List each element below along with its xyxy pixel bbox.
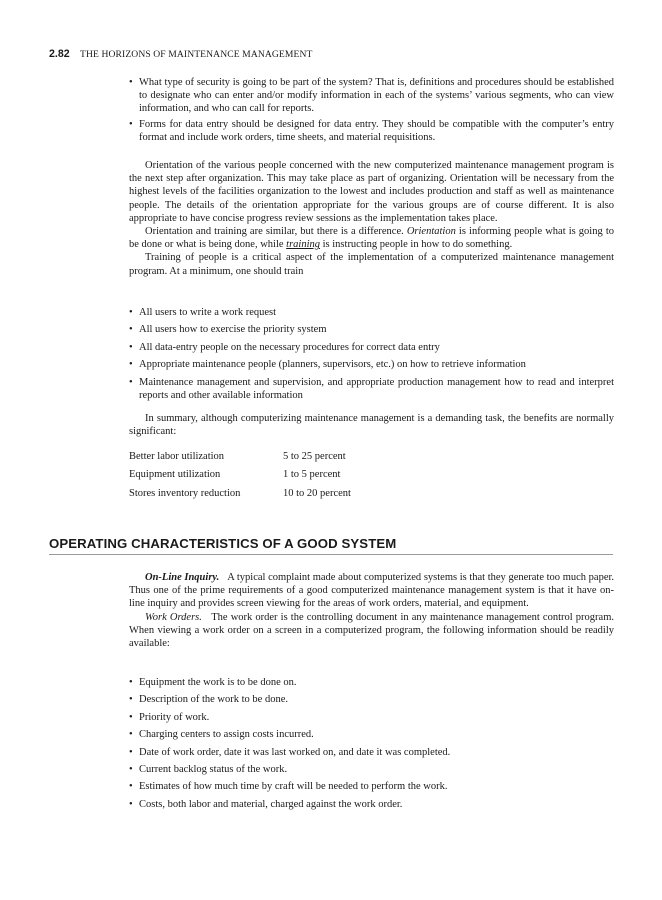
online-inquiry-paragraph: On-Line Inquiry. A typical complaint made about computerized systems is that they generate too much paper. Thus one of the prime requirements of a good computerized maintenance management system is that it have on-line inquiry and provides screen viewing for the areas of work orders, material, and equipment. bbox=[129, 572, 615, 610]
work-order-bullet-list bbox=[129, 676, 614, 815]
list-item: • Forms for data entry should be designed for data entry. They should be compatible with the computer’s entry format and include work orders, time sheets, and material requisitions. bbox=[129, 118, 614, 144]
orientation-paragraph: Orientation of the various people concerned with the new computerized maintenance management program is the next step after organization. This may take place as part of organizing. Orientation will be necessary from the highest levels of the facilities organization to the lowest and includes production and staff as well as maintenance people. The details of the orientation appropriate for the various groups are of course different. It is also appropriate to have concise progress review sessions as the implementation takes place. bbox=[129, 160, 614, 224]
security-bullet-list bbox=[129, 76, 614, 144]
training-bullet-list bbox=[129, 306, 614, 406]
list-item: • Date of work order, date it was last worked on, and date it was completed. bbox=[129, 746, 614, 759]
table-row bbox=[129, 469, 351, 487]
list-item: • Charging centers to assign costs incurred. bbox=[129, 728, 614, 741]
running-title: THE HORIZONS OF MAINTENANCE MANAGEMENT bbox=[80, 49, 313, 60]
list-item: • Current backlog status of the work. bbox=[129, 763, 614, 776]
table-row bbox=[129, 488, 351, 506]
page-number: 2.82 bbox=[49, 48, 70, 60]
summary-paragraph: In summary, although computerizing maintenance management is a demanding task, the benefits are normally significant: bbox=[129, 413, 614, 438]
table-row bbox=[129, 451, 351, 469]
benefit-label: Equipment utilization bbox=[129, 469, 221, 481]
orientation-training-paragraph: Orientation and training are similar, but there is a difference. Orientation is informing people what is going to be done or what is being done, while training is instructing people in how to do something. bbox=[129, 226, 614, 251]
list-item: • What type of security is going to be part of the system? That is, definitions and procedures should be established to designate who can enter and/or modify information in each of the systems’ various segments, who can view information, and who can call for reports. bbox=[129, 76, 614, 116]
list-item: • All data-entry people on the necessary procedures for correct data entry bbox=[129, 341, 614, 354]
operating-section-body bbox=[129, 571, 614, 650]
benefit-value: 10 to 20 percent bbox=[283, 487, 351, 499]
term-orientation: Orientation bbox=[406, 226, 456, 238]
list-item: • Maintenance management and supervision, and appropriate production management how to read and interpret reports and other available information bbox=[129, 376, 614, 402]
benefits-table bbox=[129, 451, 351, 506]
benefit-label: Stores inventory reduction bbox=[129, 487, 241, 499]
work-orders-paragraph: Work Orders. The work order is the controlling document in any maintenance management control program. When viewing a work order on a screen in a computerized program, the following information should be readily available: bbox=[129, 611, 614, 650]
list-item: • Costs, both labor and material, charged against the work order. bbox=[129, 798, 614, 811]
term-training: training bbox=[286, 239, 321, 251]
benefit-value: 1 to 5 percent bbox=[283, 469, 341, 481]
list-item: • All users how to exercise the priority system bbox=[129, 323, 614, 336]
training-paragraph: Training of people is a critical aspect of the implementation of a computerized maintenance management program. At a minimum, one should train bbox=[129, 252, 614, 277]
online-inquiry-heading: On-Line Inquiry. bbox=[145, 572, 220, 583]
benefit-value: 5 to 25 percent bbox=[283, 451, 346, 462]
list-item: • Estimates of how much time by craft will be needed to perform the work. bbox=[129, 780, 614, 793]
section-heading: OPERATING CHARACTERISTICS OF A GOOD SYSTEM bbox=[49, 536, 613, 555]
benefit-label: Better labor utilization bbox=[129, 451, 225, 462]
list-item: • Priority of work. bbox=[129, 711, 614, 724]
orientation-section bbox=[129, 159, 614, 278]
list-item: • Description of the work to be done. bbox=[129, 693, 614, 706]
list-item: • All users to write a work request bbox=[129, 306, 614, 319]
work-orders-heading: Work Orders. bbox=[145, 611, 202, 623]
list-item: • Appropriate maintenance people (planners, supervisors, etc.) on how to retrieve information bbox=[129, 358, 614, 371]
list-item: • Equipment the work is to be done on. bbox=[129, 676, 614, 689]
running-header bbox=[49, 48, 312, 60]
